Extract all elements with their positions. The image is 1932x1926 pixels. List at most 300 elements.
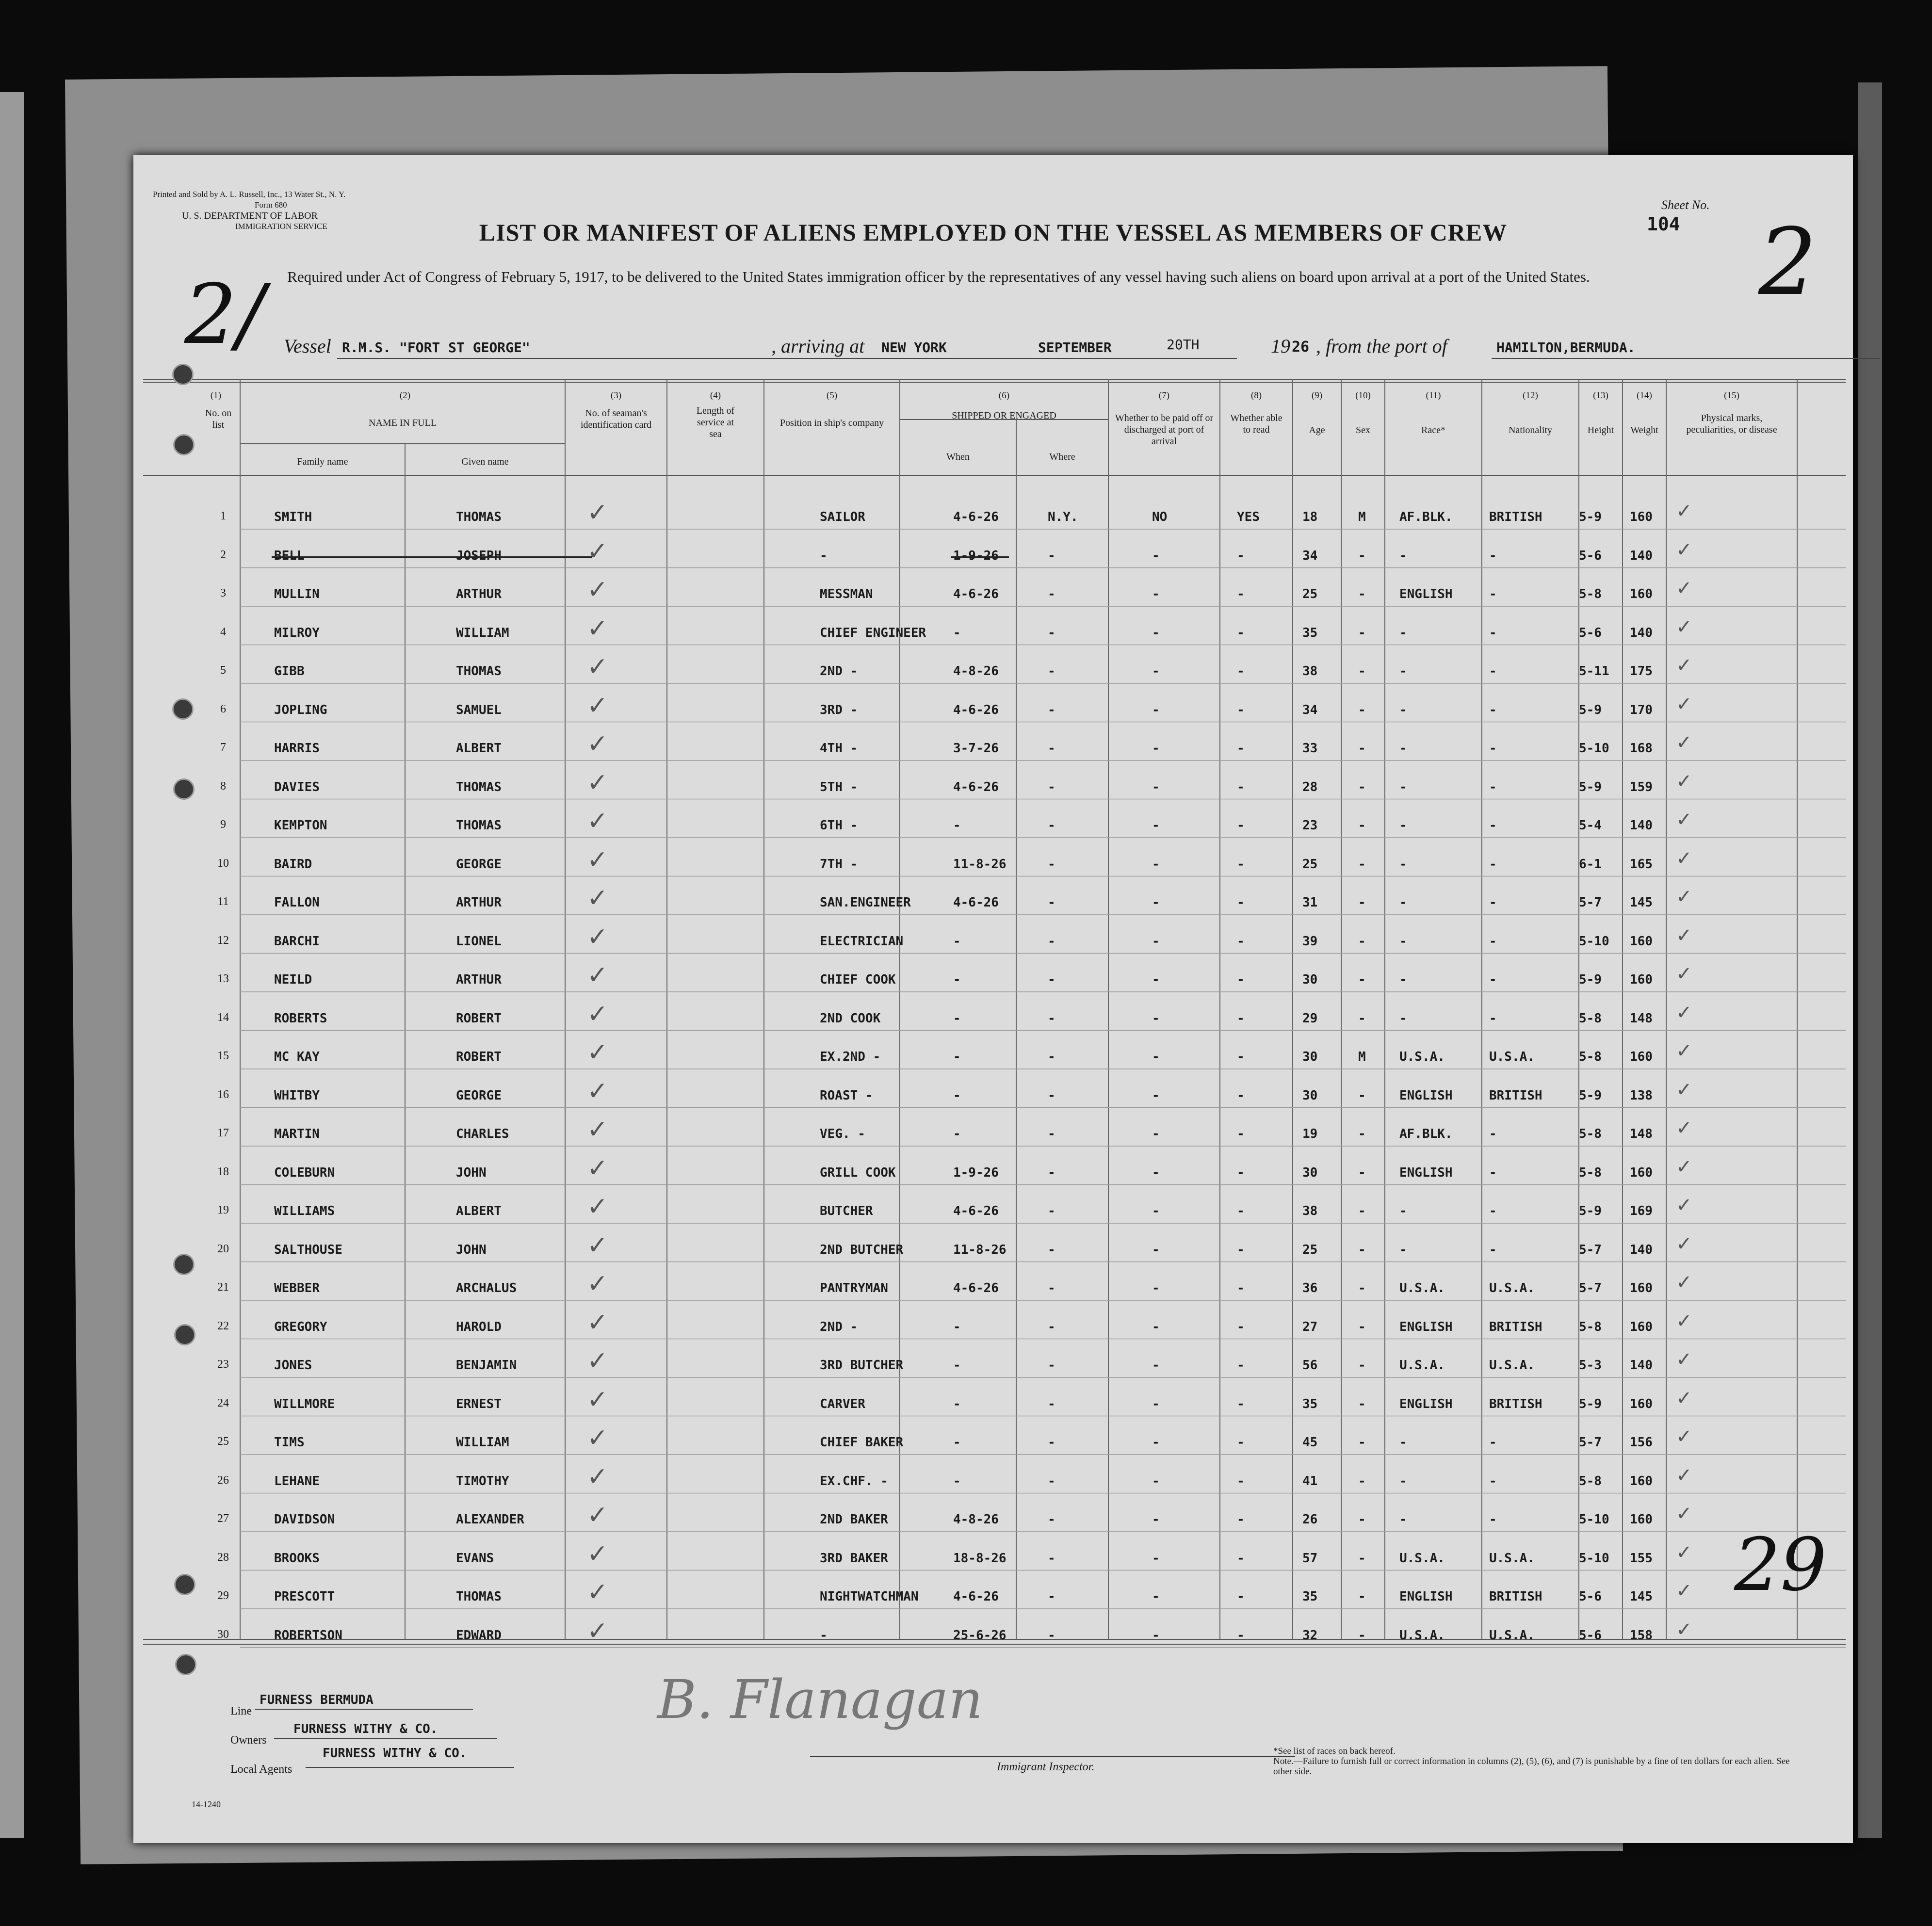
vessel-label: Vessel: [284, 335, 331, 357]
shipped-when-cell: 1-9-26: [953, 548, 999, 563]
penalty-note: Note.—Failure to furnish full or correct information in columns (2), (5), (6), and (7) is punishable by a fine of ten dollars for each alien. See other side.: [1273, 1756, 1790, 1777]
row-number: 18: [217, 1165, 229, 1178]
shipped-where-cell: -: [1048, 664, 1055, 679]
given-name-cell: THOMAS: [456, 779, 502, 794]
sex-cell: -: [1358, 934, 1366, 949]
col-number-15: (15): [1724, 390, 1739, 401]
given-name-cell: EDWARD: [456, 1628, 502, 1643]
paid-off-cell: -: [1152, 625, 1160, 640]
sex-cell: -: [1358, 1011, 1366, 1026]
checkmark-icon: ✓: [587, 845, 608, 874]
shipped-where-cell: -: [1048, 1628, 1055, 1643]
checkmark-icon: ✓: [1676, 1387, 1692, 1409]
header-age: Age: [1309, 425, 1325, 436]
shipped-when-cell: 4-6-26: [953, 702, 999, 717]
able-to-read-cell: YES: [1237, 510, 1260, 524]
checkmark-icon: ✓: [587, 768, 608, 797]
paid-off-cell: -: [1152, 1127, 1160, 1141]
position-cell: NIGHTWATCHMAN: [820, 1589, 919, 1604]
col-number-8: (8): [1250, 390, 1262, 401]
punch-hole: [174, 1574, 195, 1595]
checkmark-icon: ✓: [587, 691, 608, 720]
weight-cell: 140: [1630, 548, 1653, 563]
checkmark-icon: ✓: [1676, 963, 1692, 985]
shipped-where-cell: -: [1048, 1204, 1055, 1218]
weight-cell: 148: [1630, 1011, 1653, 1026]
given-name-cell: ERNEST: [456, 1396, 502, 1411]
shipped-when-cell: -: [953, 934, 961, 949]
race-cell: ENGLISH: [1399, 1396, 1453, 1411]
position-cell: 4TH -: [820, 741, 858, 756]
header-weight: Weight: [1630, 425, 1658, 436]
sex-cell: -: [1358, 702, 1366, 717]
row-number: 26: [217, 1473, 229, 1487]
row-number: 14: [217, 1011, 229, 1024]
checkmark-icon: ✓: [587, 1462, 608, 1491]
given-name-cell: EVANS: [456, 1551, 494, 1566]
able-to-read-cell: -: [1237, 587, 1245, 601]
race-cell: -: [1399, 818, 1407, 833]
race-cell: -: [1399, 934, 1407, 949]
sex-cell: -: [1358, 818, 1366, 833]
height-cell: 5-7: [1579, 1435, 1602, 1450]
row-number: 6: [220, 702, 226, 715]
height-cell: 5-9: [1579, 1204, 1602, 1218]
row-number: 17: [217, 1127, 229, 1139]
local-agents-label: Local Agents: [230, 1763, 292, 1776]
given-name-cell: ALBERT: [456, 741, 502, 756]
header-position: Position in ship's company: [779, 418, 884, 428]
paid-off-cell: -: [1152, 1551, 1160, 1566]
row-number: 10: [217, 857, 229, 870]
given-name-cell: BENJAMIN: [456, 1358, 517, 1373]
family-name-cell: HARRIS: [274, 741, 320, 756]
punch-hole: [172, 364, 194, 385]
sex-cell: -: [1358, 1204, 1366, 1218]
shipped-where-cell: -: [1048, 1050, 1055, 1064]
paid-off-cell: NO: [1152, 510, 1168, 524]
age-cell: 33: [1302, 741, 1318, 756]
header-seaman-card: No. of seaman's identification card: [580, 408, 652, 430]
col-number-10: (10): [1355, 390, 1371, 401]
handwritten-sheet-mark: 2/: [184, 267, 265, 363]
strike-through: [272, 556, 592, 558]
shipped-where-cell: -: [1048, 1473, 1055, 1489]
weight-cell: 140: [1630, 818, 1653, 833]
age-cell: 30: [1302, 1088, 1318, 1103]
col-number-7: (7): [1158, 390, 1170, 401]
shipped-where-cell: -: [1048, 1551, 1055, 1566]
able-to-read-cell: -: [1237, 1435, 1245, 1450]
col-number-6: (6): [998, 390, 1010, 401]
paid-off-cell: -: [1152, 1589, 1160, 1604]
departure-port: HAMILTON,BERMUDA.: [1496, 340, 1636, 356]
line-label: Line: [230, 1705, 252, 1717]
race-cell: ENGLISH: [1399, 1589, 1453, 1604]
checkmark-icon: ✓: [587, 1308, 608, 1337]
checkmark-icon: ✓: [1676, 1155, 1692, 1178]
age-cell: 35: [1302, 625, 1318, 640]
race-cell: ENGLISH: [1399, 1319, 1453, 1334]
age-cell: 57: [1302, 1551, 1318, 1566]
given-name-cell: THOMAS: [456, 1589, 502, 1604]
family-name-cell: WILLIAMS: [274, 1204, 335, 1218]
race-cell: -: [1399, 664, 1407, 679]
signature-line: [810, 1756, 1295, 1757]
weight-cell: 170: [1630, 702, 1653, 717]
race-cell: -: [1399, 972, 1407, 987]
inspector-label: Immigrant Inspector.: [997, 1761, 1095, 1773]
sex-cell: -: [1358, 1127, 1366, 1141]
row-number: 2: [220, 548, 226, 561]
able-to-read-cell: -: [1237, 1050, 1245, 1064]
nationality-cell: BRITISH: [1489, 1319, 1542, 1334]
paid-off-cell: -: [1152, 1396, 1160, 1411]
weight-cell: 160: [1630, 1281, 1653, 1295]
shipped-where-cell: -: [1048, 779, 1055, 794]
weight-cell: 158: [1630, 1628, 1653, 1643]
race-cell: -: [1399, 625, 1407, 640]
paid-off-cell: -: [1152, 548, 1160, 563]
weight-cell: 140: [1630, 625, 1653, 640]
height-cell: 5-8: [1579, 587, 1602, 601]
owners-underline: [274, 1738, 497, 1739]
race-cell: -: [1399, 895, 1407, 910]
able-to-read-cell: -: [1237, 625, 1245, 640]
nationality-cell: U.S.A.: [1489, 1551, 1535, 1566]
nationality-cell: -: [1489, 1165, 1497, 1180]
checkmark-icon: ✓: [1676, 615, 1692, 638]
checkmark-icon: ✓: [1676, 1541, 1692, 1564]
nationality-cell: -: [1489, 548, 1497, 563]
checkmark-icon: ✓: [1676, 886, 1692, 908]
shipped-where-cell: -: [1048, 548, 1055, 563]
checkmark-icon: ✓: [1676, 1464, 1692, 1487]
checkmark-icon: ✓: [587, 498, 608, 527]
weight-cell: 140: [1630, 1358, 1653, 1373]
position-cell: SAN.ENGINEER: [820, 895, 911, 910]
nationality-cell: -: [1489, 779, 1497, 794]
checkmark-icon: ✓: [587, 1616, 608, 1646]
sex-cell: -: [1358, 857, 1366, 872]
checkmark-icon: ✓: [1676, 1310, 1692, 1332]
header-given-name: Given name: [461, 456, 509, 467]
given-name-cell: ROBERT: [456, 1050, 502, 1064]
row-number: 12: [217, 934, 229, 947]
race-cell: -: [1399, 702, 1407, 717]
paid-off-cell: -: [1152, 857, 1160, 872]
checkmark-icon: ✓: [587, 1076, 608, 1106]
position-cell: CHIEF BAKER: [820, 1435, 904, 1450]
shipped-when-cell: 4-6-26: [953, 779, 999, 794]
checkmark-icon: ✓: [1676, 1618, 1692, 1641]
header-where: Where: [1049, 452, 1075, 462]
age-cell: 41: [1302, 1473, 1318, 1489]
race-cell: -: [1399, 548, 1407, 563]
given-name-cell: ALEXANDER: [456, 1512, 524, 1527]
family-name-cell: WILLMORE: [274, 1396, 335, 1411]
height-cell: 5-7: [1579, 1281, 1602, 1295]
age-cell: 29: [1302, 1011, 1318, 1026]
sex-cell: -: [1358, 1551, 1366, 1566]
paid-off-cell: -: [1152, 702, 1160, 717]
row-number: 11: [217, 895, 229, 908]
family-name-cell: NEILD: [274, 972, 312, 987]
given-name-cell: SAMUEL: [456, 702, 502, 717]
local-agents-value: FURNESS WITHY & CO.: [323, 1746, 467, 1761]
nationality-cell: -: [1489, 1011, 1497, 1026]
age-cell: 26: [1302, 1512, 1318, 1527]
given-name-cell: THOMAS: [456, 664, 502, 679]
race-cell: AF.BLK.: [1399, 510, 1453, 524]
race-note: *See list of races on back hereof.: [1273, 1746, 1396, 1756]
family-name-cell: LEHANE: [274, 1473, 320, 1489]
checkmark-icon: ✓: [587, 1192, 608, 1221]
col-number-11: (11): [1426, 390, 1441, 401]
weight-cell: 165: [1630, 857, 1653, 872]
shipped-when-cell: 4-6-26: [953, 1204, 999, 1218]
family-name-cell: MILROY: [274, 625, 320, 640]
col-number-3: (3): [610, 390, 622, 401]
arrival-year: 26: [1292, 339, 1310, 356]
nationality-cell: -: [1489, 1473, 1497, 1489]
position-cell: 2ND BAKER: [820, 1512, 888, 1527]
arrival-month: SEPTEMBER: [1038, 340, 1112, 356]
shipped-when-cell: -: [953, 1435, 961, 1450]
row-number: 15: [217, 1050, 229, 1062]
family-name-cell: SALTHOUSE: [274, 1242, 342, 1257]
given-name-cell: WILLIAM: [456, 1435, 509, 1450]
family-name-cell: GIBB: [274, 664, 305, 679]
weight-cell: 159: [1630, 779, 1653, 794]
shipped-where-cell: -: [1048, 1127, 1055, 1141]
able-to-read-cell: -: [1237, 1204, 1245, 1218]
given-name-cell: HAROLD: [456, 1319, 502, 1334]
able-to-read-cell: -: [1237, 548, 1245, 563]
nationality-cell: U.S.A.: [1489, 1628, 1535, 1643]
paid-off-cell: -: [1152, 664, 1160, 679]
checkmark-icon: ✓: [1676, 1001, 1692, 1024]
position-cell: 3RD BAKER: [820, 1551, 888, 1566]
given-name-cell: JOHN: [456, 1242, 487, 1257]
row-number: 5: [220, 664, 226, 677]
nationality-cell: -: [1489, 972, 1497, 987]
age-cell: 25: [1302, 1242, 1318, 1257]
weight-cell: 160: [1630, 972, 1653, 987]
height-cell: 5-8: [1579, 1473, 1602, 1489]
shipped-where-cell: -: [1048, 741, 1055, 756]
paid-off-cell: -: [1152, 1011, 1160, 1026]
able-to-read-cell: -: [1237, 1589, 1245, 1604]
sex-cell: -: [1358, 741, 1366, 756]
weight-cell: 145: [1630, 1589, 1653, 1604]
row-number: 8: [220, 779, 226, 793]
header-name-in-full: NAME IN FULL: [369, 418, 437, 428]
position-cell: 3RD BUTCHER: [820, 1358, 904, 1373]
row-number: 4: [220, 625, 226, 638]
printer-line: Printed and Sold by A. L. Russell, Inc., 13 Water St., N. Y.: [153, 190, 346, 199]
paid-off-cell: -: [1152, 1358, 1160, 1373]
family-name-cell: GREGORY: [274, 1319, 327, 1334]
checkmark-icon: ✓: [587, 1424, 608, 1453]
header-nationality: Nationality: [1509, 425, 1552, 436]
given-name-cell: JOSEPH: [456, 548, 502, 563]
checkmark-icon: ✓: [587, 884, 608, 913]
height-cell: 5-8: [1579, 1127, 1602, 1141]
age-cell: 56: [1302, 1358, 1318, 1373]
shipped-when-cell: 1-9-26: [953, 1165, 999, 1180]
position-cell: 6TH -: [820, 818, 858, 833]
nationality-cell: BRITISH: [1489, 510, 1542, 524]
col-number-12: (12): [1523, 390, 1538, 401]
checkmark-icon: ✓: [587, 1153, 608, 1183]
weight-cell: 160: [1630, 1050, 1653, 1064]
row-number: 29: [217, 1589, 229, 1602]
race-cell: U.S.A.: [1399, 1281, 1445, 1295]
position-cell: 3RD -: [820, 702, 858, 717]
shipped-when-cell: -: [953, 972, 961, 987]
family-name-cell: MC KAY: [274, 1050, 320, 1064]
height-cell: 5-8: [1579, 1011, 1602, 1026]
weight-cell: 156: [1630, 1435, 1653, 1450]
weight-cell: 140: [1630, 1242, 1653, 1257]
weight-cell: 160: [1630, 1473, 1653, 1489]
header-family-name: Family name: [297, 456, 348, 467]
given-name-cell: LIONEL: [456, 934, 502, 949]
service-name: IMMIGRATION SERVICE: [235, 222, 327, 231]
age-cell: 38: [1302, 664, 1318, 679]
header-sex: Sex: [1356, 425, 1370, 436]
shipped-where-cell: -: [1048, 1088, 1055, 1103]
position-cell: EX.CHF. -: [820, 1473, 888, 1489]
family-name-cell: TIMS: [274, 1435, 305, 1450]
col-number-9: (9): [1311, 390, 1323, 401]
position-cell: 5TH -: [820, 779, 858, 794]
paid-off-cell: -: [1152, 779, 1160, 794]
family-name-cell: SMITH: [274, 510, 312, 524]
given-name-cell: TIMOTHY: [456, 1473, 509, 1489]
race-cell: ENGLISH: [1399, 1165, 1453, 1180]
age-cell: 25: [1302, 857, 1318, 872]
owners-value: FURNESS WITHY & CO.: [293, 1722, 438, 1736]
sex-cell: M: [1358, 510, 1366, 524]
age-cell: 25: [1302, 587, 1318, 601]
age-cell: 35: [1302, 1396, 1318, 1411]
nationality-cell: -: [1489, 934, 1497, 949]
given-name-cell: ALBERT: [456, 1204, 502, 1218]
page-subtitle: Required under Act of Congress of February 5, 1917, to be delivered to the United States immigration officer by the representatives of any vessel having such aliens on board upon arrival at a port of the United States.: [287, 268, 1590, 285]
race-cell: U.S.A.: [1399, 1551, 1445, 1566]
family-name-cell: WHITBY: [274, 1088, 320, 1103]
height-cell: 5-10: [1579, 741, 1609, 756]
header-physical-marks: Physical marks, peculiarities, or disease: [1686, 413, 1777, 435]
checkmark-icon: ✓: [1676, 809, 1692, 831]
weight-cell: 168: [1630, 741, 1653, 756]
header-able-to-read: Whether able to read: [1230, 413, 1283, 435]
height-cell: 5-9: [1579, 972, 1602, 987]
row-number: 20: [217, 1242, 229, 1255]
shipped-when-cell: -: [953, 1127, 961, 1141]
weight-cell: 138: [1630, 1088, 1653, 1103]
family-name-cell: WEBBER: [274, 1281, 320, 1295]
height-cell: 6-1: [1579, 857, 1602, 872]
family-name-cell: ROBERTS: [274, 1011, 327, 1026]
year-prefix: 19: [1271, 335, 1290, 357]
weight-cell: 160: [1630, 1512, 1653, 1527]
row-number: 3: [220, 587, 226, 599]
paid-off-cell: -: [1152, 1088, 1160, 1103]
able-to-read-cell: -: [1237, 1512, 1245, 1527]
vessel-line: [284, 335, 1884, 359]
row-number: 13: [217, 972, 229, 985]
row-number: 1: [220, 510, 226, 522]
row-number: 23: [217, 1358, 229, 1371]
able-to-read-cell: -: [1237, 1628, 1245, 1643]
shipped-where-cell: -: [1048, 1358, 1055, 1373]
sex-cell: -: [1358, 1165, 1366, 1180]
able-to-read-cell: -: [1237, 1551, 1245, 1566]
col-number-13: (13): [1593, 390, 1608, 401]
race-cell: ENGLISH: [1399, 587, 1453, 601]
sex-cell: -: [1358, 1396, 1366, 1411]
age-cell: 30: [1302, 972, 1318, 987]
weight-cell: 160: [1630, 510, 1653, 524]
punch-hole: [173, 434, 195, 455]
shipped-when-cell: 11-8-26: [953, 1242, 1007, 1257]
shipped-where-cell: -: [1048, 702, 1055, 717]
weight-cell: 160: [1630, 934, 1653, 949]
shipped-when-cell: 4-6-26: [953, 1281, 999, 1295]
header-shipped-engaged: SHIPPED OR ENGAGED: [952, 410, 1056, 421]
checkmark-icon: ✓: [1676, 770, 1692, 793]
header-no-on-list: No. on list: [205, 408, 232, 430]
race-cell: -: [1399, 1242, 1407, 1257]
height-cell: 5-7: [1579, 895, 1602, 910]
height-cell: 5-9: [1579, 702, 1602, 717]
nationality-cell: -: [1489, 857, 1497, 872]
nationality-cell: U.S.A.: [1489, 1358, 1535, 1373]
height-cell: 5-8: [1579, 1319, 1602, 1334]
checkmark-icon: ✓: [587, 1578, 608, 1607]
age-cell: 32: [1302, 1628, 1318, 1643]
checkmark-icon: ✓: [1676, 1194, 1692, 1216]
shipped-when-cell: -: [953, 1358, 961, 1373]
sheet-no-label: Sheet No.: [1661, 198, 1710, 212]
checkmark-icon: ✓: [1676, 1425, 1692, 1448]
sex-cell: -: [1358, 779, 1366, 794]
checkmark-icon: ✓: [587, 807, 608, 836]
checkmark-icon: ✓: [587, 1038, 608, 1067]
weight-cell: 160: [1630, 1396, 1653, 1411]
paid-off-cell: -: [1152, 1050, 1160, 1064]
header-when: When: [946, 452, 970, 462]
col-number-2: (2): [399, 390, 411, 401]
paid-off-cell: -: [1152, 895, 1160, 910]
checkmark-icon: ✓: [587, 1501, 608, 1530]
form-number: 14-1240: [192, 1799, 221, 1809]
race-cell: ENGLISH: [1399, 1088, 1453, 1103]
able-to-read-cell: -: [1237, 972, 1245, 987]
punch-hole: [174, 1324, 195, 1345]
position-cell: 2ND -: [820, 1319, 858, 1334]
checkmark-icon: ✓: [1676, 1580, 1692, 1602]
checkmark-icon: ✓: [1676, 577, 1692, 599]
able-to-read-cell: -: [1237, 741, 1245, 756]
paid-off-cell: -: [1152, 1512, 1160, 1527]
race-cell: -: [1399, 1435, 1407, 1450]
nationality-cell: -: [1489, 1242, 1497, 1257]
checkmark-icon: ✓: [587, 1230, 608, 1260]
